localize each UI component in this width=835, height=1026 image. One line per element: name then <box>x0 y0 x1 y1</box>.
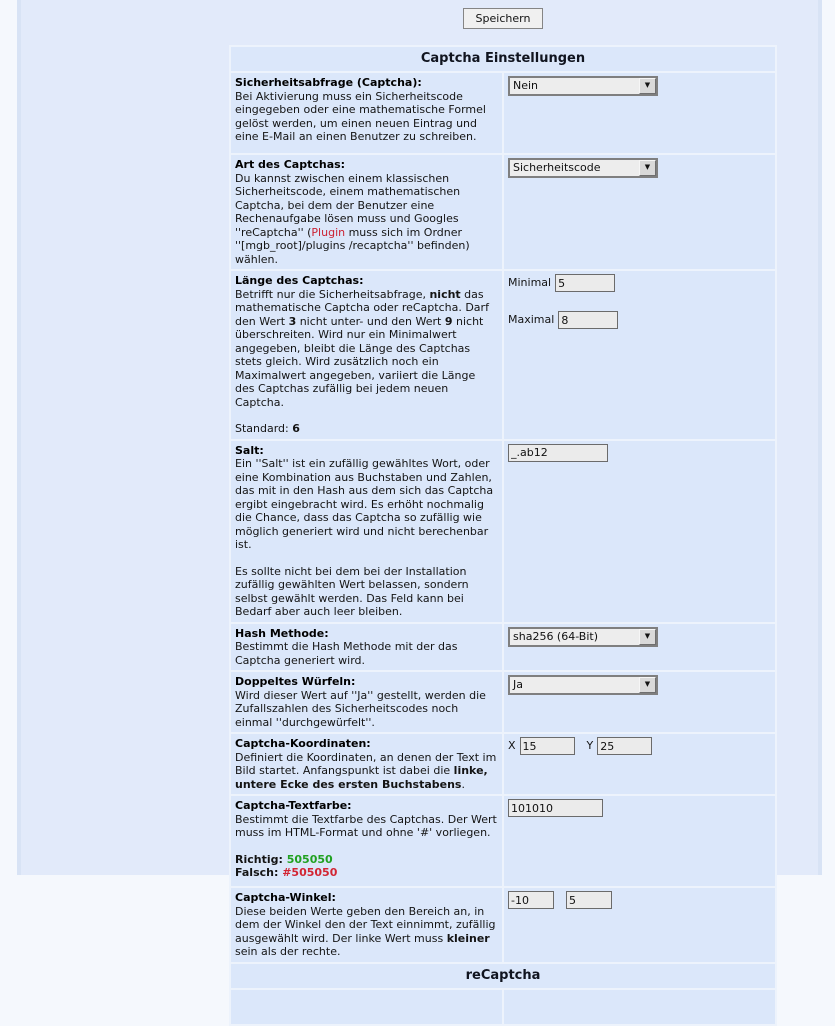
text-segment: das mathematische Captcha oder reCaptcha. Darf den Wert <box>235 287 489 328</box>
text-segment: nicht <box>429 287 461 301</box>
setting-title: Art des Captchas: <box>235 158 346 171</box>
setting-control-cell <box>504 73 775 153</box>
input-label: X <box>508 739 516 753</box>
setting-description-cell <box>231 271 502 439</box>
setting-description <box>235 422 498 436</box>
recaptcha-row-partial <box>231 990 775 1024</box>
setting-description-cell <box>231 155 502 269</box>
setting-row-hash-method <box>231 624 775 671</box>
table-header-recaptcha-row <box>231 964 775 988</box>
setting-row-captcha-type <box>231 155 775 269</box>
setting-description <box>235 90 498 144</box>
setting-row-double-shuffle <box>231 672 775 732</box>
setting-control-cell <box>504 441 775 622</box>
text-segment: Bestimmt die Textfarbe des Captchas. Der Wert muss im HTML-Format und ohne '#' vorliegen. <box>235 812 497 839</box>
setting-description-cell <box>231 990 502 1024</box>
text-segment: kleiner <box>446 931 490 945</box>
setting-description-cell <box>231 888 502 962</box>
setting-control-cell <box>504 796 775 886</box>
text-segment: #505050 <box>282 866 338 879</box>
text-segment: Du kannst zwischen einem klassischen Sicherheitscode, einem mathematischen Captcha, bei dem der Benutzer eine Rechenaufgabe lösen muss und Googles ''reCaptcha'' ( <box>235 171 461 239</box>
setting-row-captcha-angle <box>231 888 775 962</box>
control-line <box>508 737 575 755</box>
text-segment: sein als der rechte. <box>235 945 341 958</box>
text-segment: Bei Aktivierung muss ein Sicherheitscode eingegeben oder eine mathematische Formel gelöst werden, um einen neuen Eintrag und eine E-Mail an einen Benutzer zu schreiben. <box>235 89 486 143</box>
setting-title: Salt: <box>235 443 264 457</box>
setting-control-cell <box>504 990 775 1024</box>
select-value: Sicherheitscode <box>513 161 601 175</box>
setting-control-cell <box>504 734 775 794</box>
dropdown-arrow-icon[interactable]: ▼ <box>639 160 656 176</box>
setting-control-cell <box>504 672 775 732</box>
text-segment: linke, untere Ecke des ersten Buchstabens <box>235 764 488 791</box>
text-segment: . <box>461 777 465 791</box>
setting-description-cell <box>231 734 502 794</box>
setting-row-captcha-length <box>231 271 775 439</box>
setting-title: Hash Methode: <box>235 626 329 640</box>
setting-description <box>235 905 498 959</box>
text-segment: nicht überschreiten. Wird nur ein Minimalwert angegeben, bleibt die Länge des Captchas stets gleich. Wird zusätzlich noch ein Maximalwert angegeben, variiert die Länge des Captchas zufällig bei jedem neuen Captcha. <box>235 314 484 409</box>
control-line <box>508 444 608 462</box>
captcha-active-select[interactable] <box>508 76 658 96</box>
control-group <box>508 799 771 817</box>
setting-description <box>235 813 498 840</box>
settings-rows <box>231 47 775 962</box>
setting-description <box>235 853 498 880</box>
setting-control-cell <box>504 624 775 671</box>
control-group <box>508 274 771 329</box>
coord-x-input[interactable] <box>520 737 575 755</box>
dropdown-arrow-icon[interactable]: ▼ <box>639 629 656 645</box>
setting-row-captcha-coordinates <box>231 734 775 794</box>
setting-title: Sicherheitsabfrage (Captcha): <box>235 76 422 89</box>
dropdown-arrow-icon[interactable]: ▼ <box>639 677 656 693</box>
setting-title: Länge des Captchas: <box>235 274 364 287</box>
text-segment: Betrifft nur die Sicherheitsabfrage, <box>235 287 430 301</box>
table-header-captcha: Captcha Einstellungen <box>231 47 775 71</box>
control-group <box>508 891 771 909</box>
setting-description-cell <box>231 796 502 886</box>
control-line <box>566 891 612 909</box>
table-header-recaptcha: reCaptcha <box>231 964 775 988</box>
select-value: Nein <box>513 79 539 93</box>
text-segment: Wird dieser Wert auf ''Ja'' gestellt, werden die Zufallszahlen des Sicherheitscodes noch einmal ''durchgewürfelt''. <box>235 688 486 729</box>
setting-description <box>235 288 498 410</box>
captcha-settings-table <box>229 45 777 1026</box>
control-line <box>508 799 603 817</box>
dropdown-arrow-icon[interactable]: ▼ <box>639 78 656 94</box>
save-button[interactable]: Speichern <box>463 8 544 29</box>
captcha-type-select[interactable] <box>508 158 658 178</box>
text-segment: Es sollte nicht bei dem bei der Installation zufällig gewählten Wert belassen, sondern selbst gewählt werden. Das Feld kann bei Bedarf aber auch leer bleiben. <box>235 564 469 618</box>
text-segment: Richtig: <box>235 852 287 866</box>
setting-title: Captcha-Textfarbe: <box>235 799 352 812</box>
text-segment: Diese beiden Werte geben den Bereich an, in dem der Winkel den der Text einnimmt, zufällig ausgewählt wird. Der linke Wert muss <box>235 904 496 945</box>
text-segment: Definiert die Koordinaten, an denen der Text im Bild startet. Anfangspunkt ist dabei die <box>235 750 497 777</box>
text-segment: 6 <box>292 422 300 435</box>
text-segment: 9 <box>444 314 453 328</box>
control-line <box>508 274 771 292</box>
control-line <box>587 737 653 755</box>
text-segment: Standard: <box>235 422 293 435</box>
text-segment: 3 <box>288 314 297 328</box>
minimal-input[interactable] <box>555 274 615 292</box>
text-segment: 505050 <box>286 852 333 866</box>
text-segment: muss sich im Ordner ''[mgb_root]/plugins /recaptcha'' befinden) wählen. <box>235 225 470 266</box>
setting-row-captcha-active <box>231 73 775 153</box>
setting-description <box>235 640 498 667</box>
coord-y-input[interactable] <box>597 737 652 755</box>
control-line <box>508 891 554 909</box>
setting-control-cell <box>504 155 775 269</box>
setting-control-cell <box>504 888 775 962</box>
setting-title: Captcha-Koordinaten: <box>235 737 371 750</box>
setting-description-cell <box>231 441 502 622</box>
control-line <box>508 311 771 329</box>
setting-description <box>235 565 498 619</box>
input-label: Y <box>586 739 594 753</box>
select-value: sha256 (64-Bit) <box>513 629 599 643</box>
page-background <box>17 0 822 983</box>
setting-control-cell <box>504 271 775 439</box>
setting-description <box>235 457 498 552</box>
setting-description-cell <box>231 672 502 732</box>
input-label: Minimal <box>508 276 552 290</box>
table-header-row <box>231 47 775 71</box>
maximal-input[interactable] <box>558 311 618 329</box>
salt-input[interactable] <box>508 444 608 462</box>
text-segment: nicht unter- und den Wert <box>296 314 445 328</box>
control-group <box>508 737 771 755</box>
angle-max-input[interactable] <box>566 891 612 909</box>
select-value: Ja <box>513 678 523 692</box>
text-segment: Falsch: <box>235 866 283 879</box>
text-segment: Ein ''Salt'' ist ein zufällig gewähltes Wort, oder eine Kombination aus Buchstaben und Zahlen, das mit in den Hash aus dem sich das Captcha ergibt eingebracht wird. Es erhöht nochmalig die Chance, dass das Captcha so zufällig wie möglich generiert wird und nicht berechenbar ist. <box>235 457 494 551</box>
setting-title: Doppeltes Würfeln: <box>235 675 356 688</box>
save-button-row <box>229 0 777 29</box>
plugin-link[interactable]: Plugin <box>311 225 346 239</box>
setting-row-captcha-text-color <box>231 796 775 886</box>
setting-description-cell <box>231 624 502 671</box>
setting-title: Captcha-Winkel: <box>235 891 336 904</box>
control-group <box>508 444 771 462</box>
input-label: Maximal <box>508 313 555 327</box>
text-segment: Bestimmt die Hash Methode mit der das Captcha generiert wird. <box>235 640 458 667</box>
setting-description-cell <box>231 73 502 153</box>
setting-row-salt <box>231 441 775 622</box>
text-color-input[interactable] <box>508 799 603 817</box>
setting-description <box>235 751 498 792</box>
setting-description <box>235 172 498 267</box>
double-shuffle-select[interactable] <box>508 675 658 695</box>
hash-method-select[interactable] <box>508 627 658 647</box>
setting-description <box>235 689 498 730</box>
angle-min-input[interactable] <box>508 891 554 909</box>
